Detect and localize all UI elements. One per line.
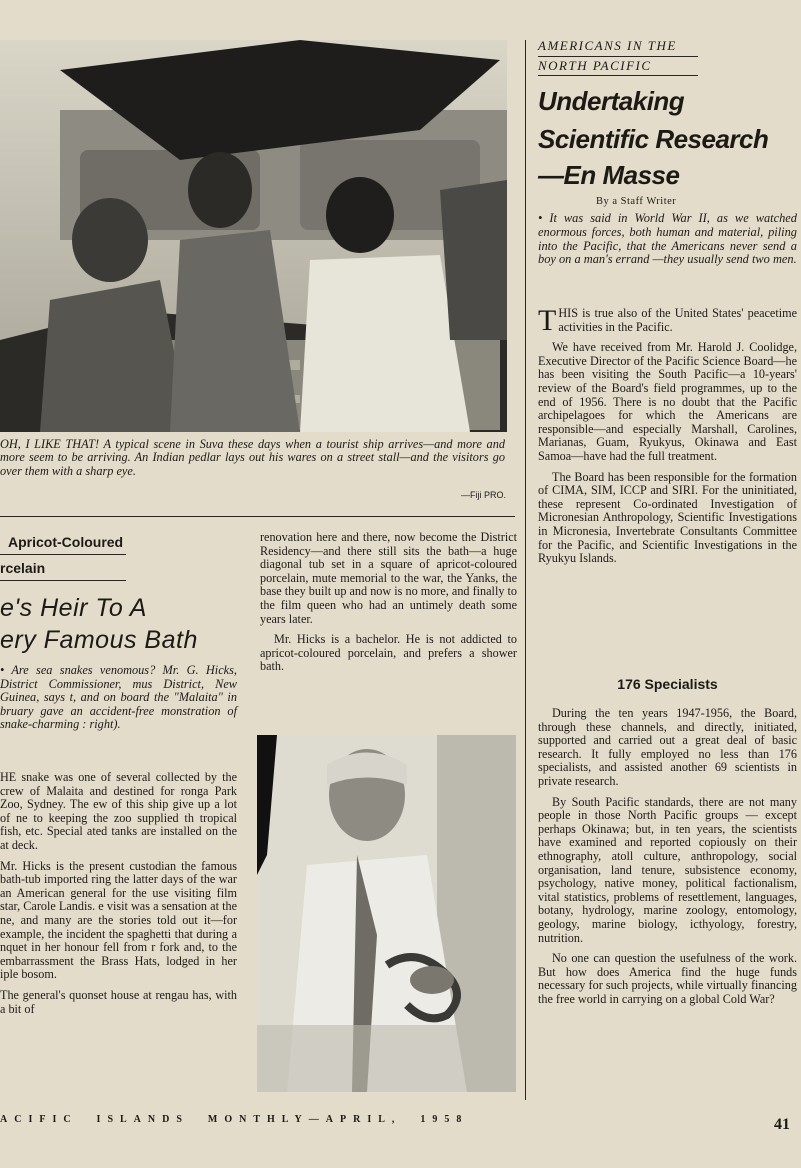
left-headline-line-1: e's Heir To A	[0, 594, 147, 622]
photo-mr-hicks-snake	[257, 735, 516, 1092]
page-number: 41	[774, 1116, 790, 1133]
photo-caption: OH, I LIKE THAT! A typical scene in Suva these days when a tourist ship arrives—and more and more seem to be arriving. An Indian pedlar lays out his wares on a street stall—and the visitors go over them with a sharp eye.	[0, 437, 505, 478]
paragraph: Mr. Hicks is a bachelor. He is not addicted to apricot-coloured porcelain, and prefers a shower bath.	[260, 632, 517, 674]
kicker-line-2: NORTH PACIFIC	[538, 58, 652, 73]
paragraph: By South Pacific standards, there are not many people in those North Pacific groups — except perhaps Okinawa; but, in ten years, the scientists have examined and reported copiously on their ethnography, atoll culture, anthropology, social organisation, land tenure, subsistence economy, psychology, native money, political factionalism, vital statistics, problems of resettlement, languages, botany, hydrology, marine zoology, entomology, geology, marine biology, icthyology, forestry, nutrition.	[538, 794, 797, 945]
kicker-line-1: AMERICANS IN THE	[538, 38, 677, 53]
photo-credit: —Fiji PRO.	[461, 490, 506, 500]
running-footer: ACIFIC ISLANDS MONTHLY—APRIL, 1958	[0, 1114, 469, 1125]
section-divider	[0, 516, 515, 517]
left-kicker-line-1: Apricot-Coloured	[8, 534, 124, 550]
drop-cap: T	[538, 304, 557, 337]
paragraph: renovation here and there, now become the District Residency—and there still sits the bath—a huge diagonal tub set in a square of apricot-coloured porcelain, mute memorial to the war, the Yanks, the base they built up and now is no more, and finally to the film queen who had an untimely death some years later.	[260, 530, 517, 626]
paragraph: Mr. Hicks is the present custodian the famous bath-tub imported ring the latter days of the war an American general for the use visiting film star, Carole Landis. e visit was a sensation at the ne, and many are the stories told out it—for example, the incident the spaghetti that during a nquet in her honour fell from r fork and, to the embarrassment the Brass Hats, lodged in her iple bosom.	[0, 858, 237, 982]
paragraph: We have received from Mr. Harold J. Coolidge, Executive Director of the Pacific Science Board—he has been visiting the South Pacific—a 10-years' review of the Board's field programmes, up to the end of 1956. There is no doubt that the Pacific archipelagoes for which the Americans are responsible—and especially Marshall, Carolines, Marianas, Guam, Ryukyus, Okinawa and East Samoa—have had the full treatment.	[538, 340, 797, 463]
paragraph: No one can question the usefulness of the work. But how does America find the huge funds necessary for such projects, while virtually financing the free world in carrying on a global Cold War?	[538, 951, 797, 1006]
left-article-intro: • Are sea snakes venomous? Mr. G. Hicks, District Commissioner, mus District, New Guinea, says t, and on board the "Malaita" in bruary gave an accident-free monstration of snake-charming : right).	[0, 663, 237, 732]
left-article-body	[0, 771, 237, 1023]
kicker-rule-2	[538, 75, 698, 76]
left-headline-line-2: ery Famous Bath	[0, 626, 198, 654]
left-kicker-rule	[0, 554, 126, 555]
headline-line-1: Undertaking	[538, 86, 685, 116]
right-article-body-continued	[538, 707, 797, 1013]
man-with-snake-illustration	[257, 735, 516, 1092]
byline: By a Staff Writer	[596, 196, 677, 207]
left-kicker-line-2: rcelain	[0, 560, 46, 576]
left-kicker-rule-2	[0, 580, 126, 581]
street-stall-illustration	[0, 40, 507, 432]
paragraph: The general's quonset house at rengau has, with a bit of	[0, 987, 237, 1016]
column-divider	[525, 40, 526, 1100]
subhead-176-specialists: 176 Specialists	[617, 676, 718, 692]
kicker-rule	[538, 56, 698, 57]
photo-suva-street-stall	[0, 40, 507, 432]
headline-line-3: —En Masse	[538, 160, 680, 190]
paragraph: The Board has been responsible for the formation of CIMA, SIM, ICCP and SIRI. For the uninitiated, these represent Co-ordinated Investigation of Micronesian Anthropology, Scientific Investigations in Micronesia, Invertebrate Consultants Committee for the Pacific, and Scientific Investigations in the Ryukyu Islands.	[538, 469, 797, 566]
paragraph: During the ten years 1947-1956, the Board, through these channels, and directly, initiated, supported and carried out a great deal of basic research. It fully employed no less than 176 specialists, and assisted another 69 scientists in private research.	[538, 706, 797, 788]
middle-column-body	[260, 531, 517, 681]
paragraph: HE snake was one of several collected by the crew of Malaita and destined for ronga Park Zoo, Sydney. The ew of this ship give up a lot of ne to keeping the zoo supplied th tropical fish, etc. Special ated tanks are installed on the at deck.	[0, 770, 237, 852]
paragraph: THIS is true also of the United States' peacetime activities in the Pacific.	[538, 304, 797, 337]
headline-line-2: Scientific Research	[538, 124, 769, 154]
right-article-intro: • It was said in World War II, as we watched enormous forces, both human and material, piling into the Pacific, that the Americans never send a boy on a man's errand —they usually send two men.	[538, 211, 797, 267]
right-article-body	[538, 304, 797, 573]
